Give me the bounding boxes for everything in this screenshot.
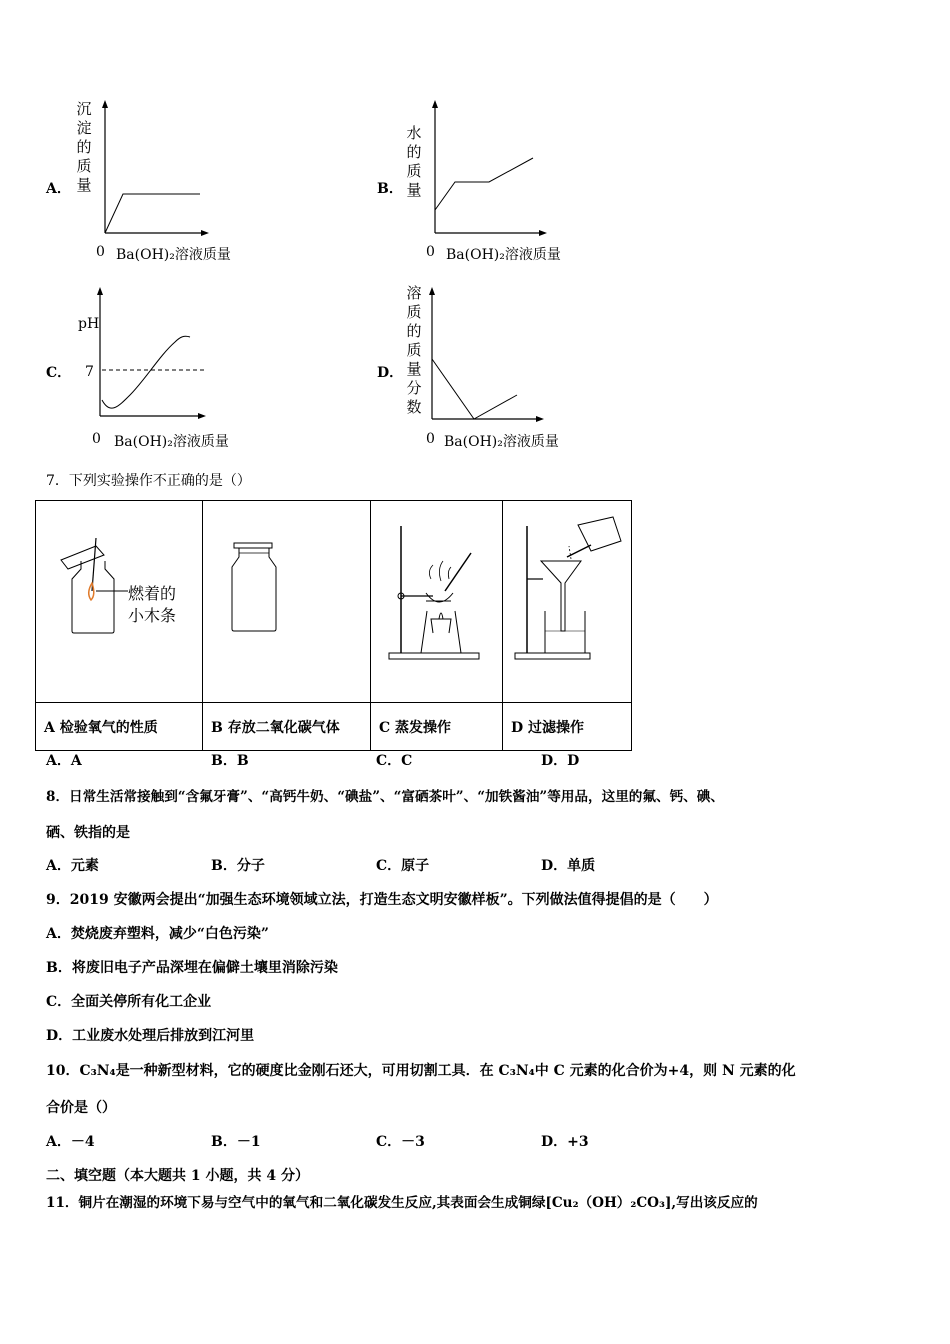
graph-a-ylabel: 沉淀的质量 [76, 100, 92, 194]
q9-stem: 9．2019 安徽两会提出“加强生态环境领域立法，打造生态文明安徽样板”。下列做法值得提倡的是（ ） [46, 892, 718, 908]
q7-figure-d [503, 501, 632, 703]
graph-c-ylabel: pH [78, 316, 100, 332]
section-2-heading: 二、填空题（本大题共 1 小题，共 4 分） [46, 1168, 309, 1184]
graph-d-origin: 0 [426, 431, 435, 447]
graph-c-origin: 0 [92, 431, 101, 447]
graph-c-label: C． [46, 365, 72, 381]
graph-d-label: D． [377, 365, 404, 381]
q9-option-d[interactable]: D．工业废水处理后排放到江河里 [46, 1028, 255, 1044]
q10-option-a[interactable]: A．－4 [46, 1134, 95, 1150]
q10-option-d[interactable]: D．+3 [541, 1134, 589, 1150]
q7-figure-a [36, 501, 203, 703]
q7-option-c[interactable]: C．C [376, 753, 413, 769]
q7-option-b[interactable]: B．B [211, 753, 249, 769]
q9-option-c[interactable]: C．全面关停所有化工企业 [46, 994, 212, 1010]
q7-caption-b: B 存放二氧化碳气体 [203, 703, 371, 751]
graph-a-origin: 0 [96, 244, 105, 260]
q10-stem-text: C₃N₄是一种新型材料，它的硬度比金刚石还大，可用切割工具．在 C₃N₄中 C 元素的化合价为+4，则 N 元素的化 [79, 1063, 796, 1079]
graph-c-xlabel: Ba(OH)₂溶液质量 [114, 434, 229, 450]
graph-b-ylabel: 水的质量 [406, 124, 422, 199]
q10-stem-line2: 合价是（） [46, 1100, 116, 1116]
gas-bottle-burning-splint-icon [36, 503, 202, 700]
graph-b-label: B． [377, 181, 403, 197]
q9-option-a[interactable]: A．焚烧废弃塑料，减少“白色污染” [46, 926, 269, 942]
burning-splint-label-2: 小木条 [128, 606, 177, 625]
graph-c-plot [90, 285, 215, 425]
q8-option-b[interactable]: B．分子 [211, 858, 265, 874]
q8-option-d[interactable]: D．单质 [541, 858, 596, 874]
graph-b-xlabel: Ba(OH)₂溶液质量 [446, 247, 561, 263]
q10-option-c[interactable]: C．－3 [376, 1134, 425, 1150]
q7-figure-c [371, 501, 503, 703]
q10-option-b[interactable]: B．－1 [211, 1134, 261, 1150]
q9-option-b[interactable]: B．将废旧电子产品深埋在偏僻土壤里消除污染 [46, 960, 338, 976]
graph-d-xlabel: Ba(OH)₂溶液质量 [444, 434, 559, 450]
q7-figure-b [203, 501, 371, 703]
q7-caption-a: A 检验氧气的性质 [36, 703, 203, 751]
q8-option-a[interactable]: A．元素 [46, 858, 99, 874]
q8-stem-line2: 硒、铁指的是 [46, 825, 130, 841]
q11-stem: 11．铜片在潮湿的环境下易与空气中的氧气和二氧化碳发生反应,其表面会生成铜绿[Cu₂（OH）₂CO₃],写出该反应的 [46, 1195, 758, 1211]
graph-a-xlabel: Ba(OH)₂溶液质量 [116, 247, 231, 263]
q7-caption-c: C 蒸发操作 [371, 703, 503, 751]
q7-option-a[interactable]: A．A [46, 753, 82, 769]
burning-splint-label-1: 燃着的 [128, 584, 177, 603]
q8-option-c[interactable]: C．原子 [376, 858, 430, 874]
q7-experiment-table [35, 500, 632, 751]
graph-d-plot [422, 285, 547, 425]
graph-a-label: A． [46, 181, 71, 197]
q7-option-d[interactable]: D．D [541, 753, 580, 769]
q7-stem: 7．下列实验操作不正确的是（） [46, 473, 251, 489]
graph-b-origin: 0 [426, 244, 435, 260]
graph-d-ylabel: 溶质的质量分数 [406, 284, 422, 416]
q10-stem-line1 [46, 1060, 796, 1080]
q7-caption-d: D 过滤操作 [503, 703, 632, 751]
graph-a-plot [95, 98, 215, 243]
graph-b-plot [425, 98, 550, 243]
graph-c-tick-7: 7 [85, 364, 94, 380]
reagent-bottle-icon [203, 501, 370, 698]
evaporation-apparatus-icon [371, 501, 502, 698]
q10-number: 10． [46, 1063, 80, 1079]
filtration-apparatus-icon [503, 501, 631, 698]
q8-stem-line1: 8．日常生活常接触到“含氟牙膏”、“高钙牛奶、“碘盐”、“富硒茶叶”、“加铁酱油”等用品，这里的氟、钙、碘、 [46, 789, 724, 805]
